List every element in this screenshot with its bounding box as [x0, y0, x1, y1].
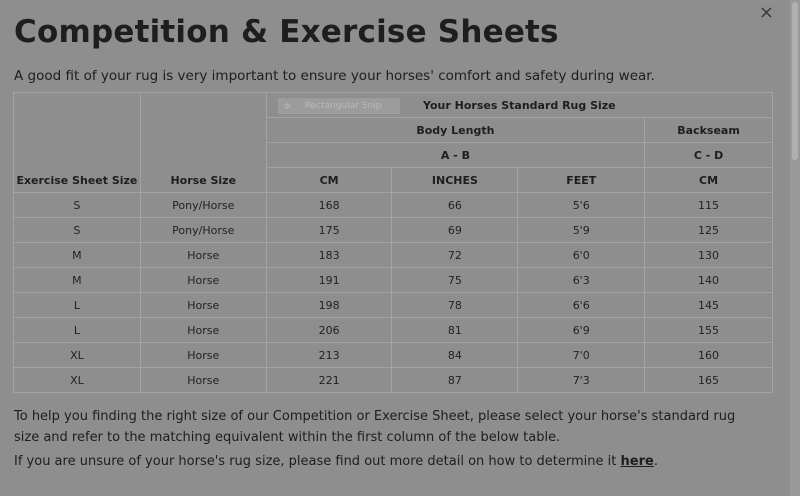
table-row	[14, 243, 773, 268]
close-icon[interactable]: ×	[758, 2, 774, 23]
header-cm: CM	[266, 168, 392, 193]
table-cell: 66	[392, 193, 518, 218]
footer-unsure-prefix: If you are unsure of your horse's rug size, please find out more detail on how to determine it	[14, 454, 621, 469]
table-cell: 165	[645, 368, 773, 393]
table-cell: 168	[266, 193, 392, 218]
table-cell: Pony/Horse	[140, 193, 266, 218]
table-cell: 175	[266, 218, 392, 243]
header-horse-size: Horse Size	[140, 93, 266, 193]
header-inches: INCHES	[392, 168, 518, 193]
table-cell: 125	[645, 218, 773, 243]
header-feet: FEET	[518, 168, 645, 193]
table-cell: 7'3	[518, 368, 645, 393]
table-cell: 81	[392, 318, 518, 343]
table-cell: 75	[392, 268, 518, 293]
table-cell: 6'6	[518, 293, 645, 318]
table-cell: 6'0	[518, 243, 645, 268]
intro-text: A good fit of your rug is very important to ensure your horses' comfort and safety during wear.	[14, 68, 655, 84]
size-table	[13, 92, 773, 393]
header-rug-size-group: Your Horses Standard Rug Size	[266, 93, 772, 118]
table-row	[14, 268, 773, 293]
table-cell: Horse	[140, 243, 266, 268]
header-backseam-cm: CM	[645, 168, 773, 193]
snip-label: Rectangular Snip	[304, 101, 382, 111]
header-backseam: Backseam	[645, 118, 773, 143]
table-cell: XL	[14, 343, 141, 368]
table-cell: Pony/Horse	[140, 218, 266, 243]
snip-icon: ✲	[284, 101, 291, 111]
table-cell: 115	[645, 193, 773, 218]
table-cell: L	[14, 293, 141, 318]
footer-unsure-text	[14, 451, 658, 472]
table-cell: Horse	[140, 293, 266, 318]
table-cell: 140	[645, 268, 773, 293]
table-cell: 206	[266, 318, 392, 343]
scrollbar[interactable]	[790, 0, 800, 496]
table-cell: Horse	[140, 343, 266, 368]
table-cell: Horse	[140, 368, 266, 393]
page-title: Competition & Exercise Sheets	[14, 14, 559, 50]
table-cell: L	[14, 318, 141, 343]
table-row	[14, 368, 773, 393]
table-cell: 6'3	[518, 268, 645, 293]
table-cell: 191	[266, 268, 392, 293]
table-row	[14, 318, 773, 343]
table-row	[14, 343, 773, 368]
table-row	[14, 293, 773, 318]
header-cd: C - D	[645, 143, 773, 168]
table-cell: 6'9	[518, 318, 645, 343]
header-exercise-sheet-size: Exercise Sheet Size	[14, 93, 141, 193]
table-row	[14, 218, 773, 243]
table-cell: XL	[14, 368, 141, 393]
table-cell: 84	[392, 343, 518, 368]
here-link[interactable]: here	[620, 454, 654, 469]
table-cell: S	[14, 218, 141, 243]
table-cell: 69	[392, 218, 518, 243]
table-cell: 5'9	[518, 218, 645, 243]
table-cell: S	[14, 193, 141, 218]
table-cell: M	[14, 243, 141, 268]
table-cell: 221	[266, 368, 392, 393]
header-body-length: Body Length	[266, 118, 644, 143]
header-ab: A - B	[266, 143, 644, 168]
table-cell: 5'6	[518, 193, 645, 218]
scrollbar-thumb[interactable]	[792, 2, 798, 160]
table-cell: 72	[392, 243, 518, 268]
table-row	[14, 193, 773, 218]
footer-unsure-suffix: .	[653, 454, 658, 469]
table-cell: 155	[645, 318, 773, 343]
table-cell: 145	[645, 293, 773, 318]
table-cell: 78	[392, 293, 518, 318]
snip-overlay	[278, 98, 400, 114]
table-cell: 183	[266, 243, 392, 268]
table-cell: Horse	[140, 318, 266, 343]
table-cell: 87	[392, 368, 518, 393]
table-cell: M	[14, 268, 141, 293]
table-cell: 213	[266, 343, 392, 368]
table-cell: 7'0	[518, 343, 645, 368]
table-cell: Horse	[140, 268, 266, 293]
footer-help-text: To help you finding the right size of our Competition or Exercise Sheet, please select your horse's standard rug size and refer to the matching equivalent within the first column of the below table.	[14, 409, 736, 445]
table-cell: 130	[645, 243, 773, 268]
table-cell: 160	[645, 343, 773, 368]
table-cell: 198	[266, 293, 392, 318]
